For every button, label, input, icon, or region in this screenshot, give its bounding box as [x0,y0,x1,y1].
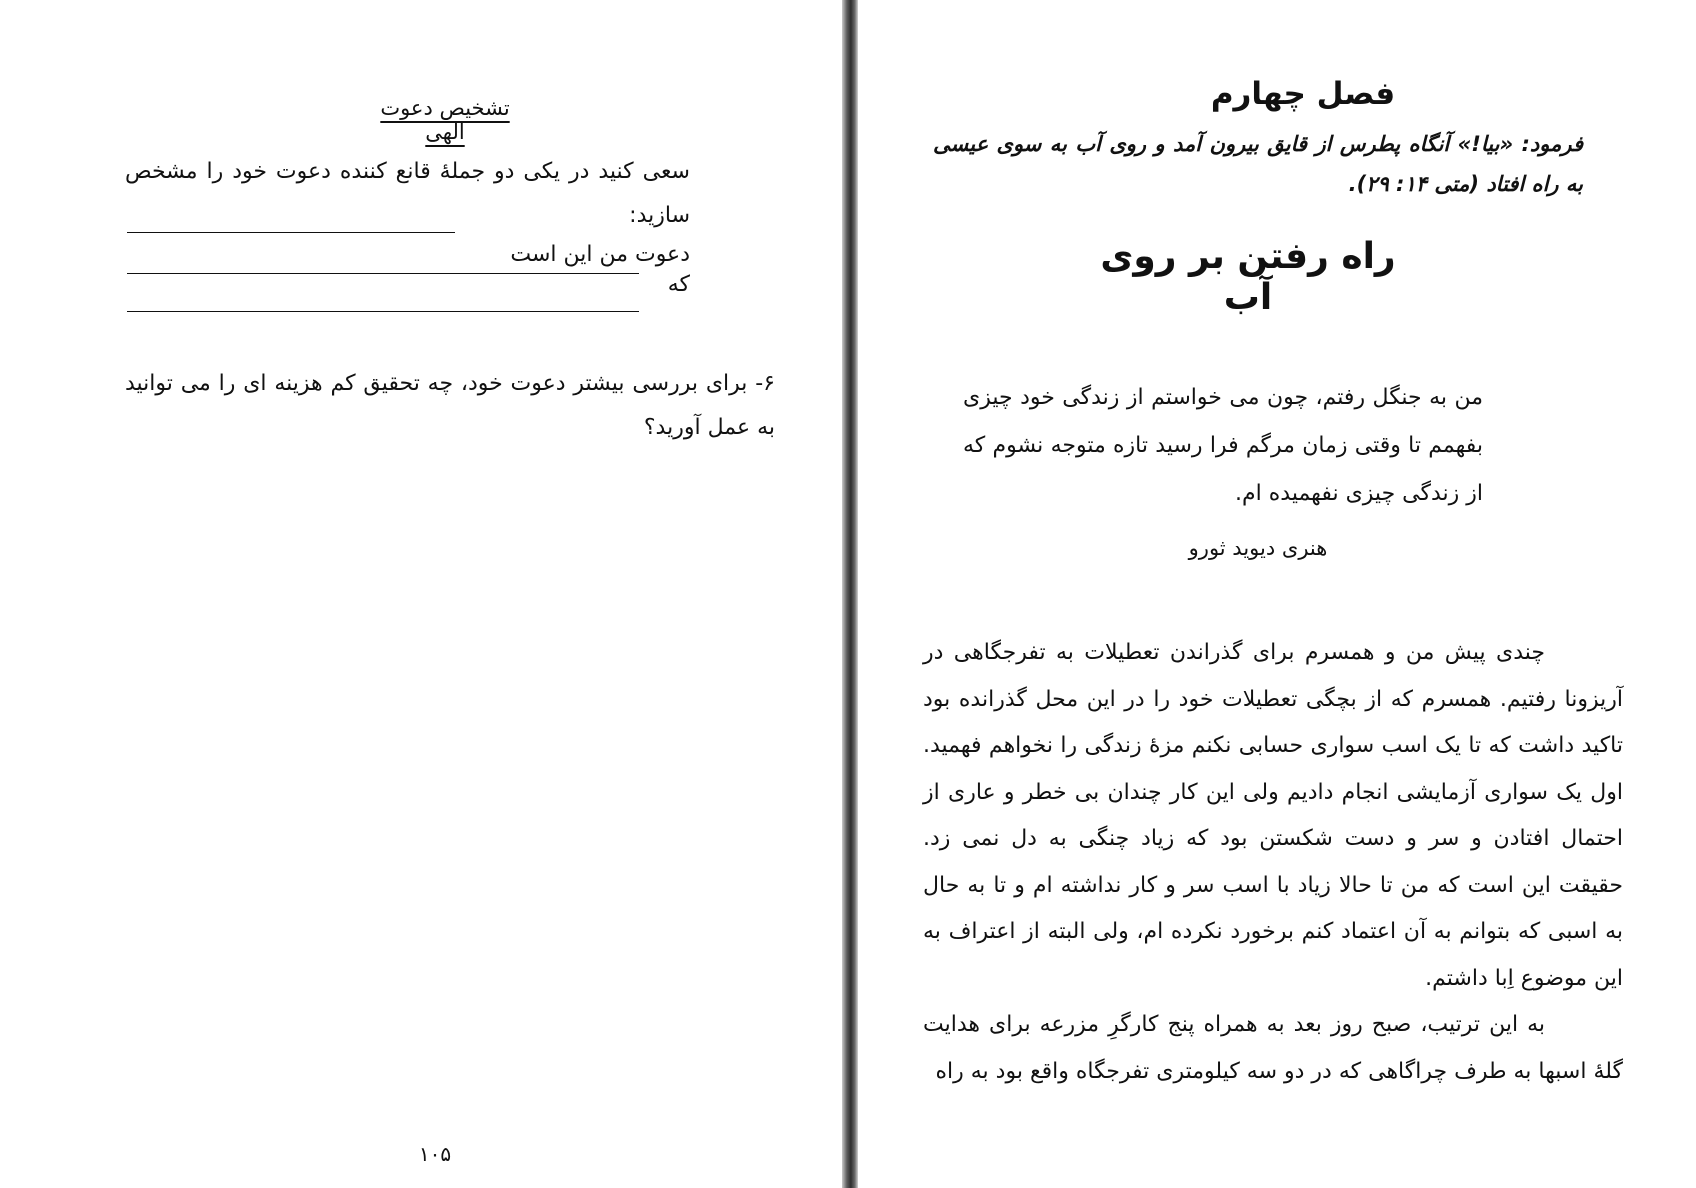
running-header: تشخیص دعوت الهی [380,96,510,144]
body-paragraph: به این ترتیب، صبح روز بعد به همراه پنج کارگرِ مزرعه برای هدایت گلۀ اسبها به طرف چراگاهی که در دو سه کیلومتری تفرجگاه واقع بود به راه [923,1012,1623,1084]
chapter-title: راه رفتن بر روی آب [1100,236,1396,318]
epigraph-author: هنری دیوید ثورو [1188,536,1328,560]
body-paragraph: چندی پیش من و همسرم برای گذراندن تعطیلات به تفرجگاهی در آریزونا رفتیم. همسرم که از بچگی تعطیلات خود را در این محل گذرانده بود تاکید داشت که تا یک اسب سواری حسابی نکنم مزۀ زندگی را نخواهم فهمید. اول یک سواری آزمایشی انجام دادیم ولی این کار چندان بی خطر و عاری از احتمال افتادن و سر و دست شکستن بود که زیاد چنگی به دل نمی زد. حقیقت این است که من تا حالا زیاد با اسب سر و کار نداشته ام و تا به حال به اسبی که بتوانم به آن اعتماد کنم برخورد نکرده ام، ولی البته از اعتراف به این موضوع اِبا داشتم. [923,640,1623,991]
page-number: ۱۰۵ [418,1142,452,1166]
exercise-question-6: ۶- برای بررسی بیشتر دعوت خود، چه تحقیق کم هزینه ای را می توانید به عمل آورید؟ [125,371,775,440]
answer-line-3[interactable] [127,311,639,312]
answer-line-2[interactable] [127,273,639,274]
left-page [0,0,842,1188]
epigraph: من به جنگل رفتم، چون می خواستم از زندگی خود چیزی بفهمم تا وقتی زمان مرگم فرا رسید تازه متوجه نشوم که از زندگی چیزی نفهمیده ام. [963,385,1483,506]
book-gutter [842,0,858,1188]
right-page [858,0,1696,1188]
fill-in-label: دعوت من این است که [510,242,690,297]
answer-line-1[interactable] [127,232,455,233]
chapter-heading: فصل چهارم [1210,76,1396,112]
exercise-instruction: سعی کنید در یکی دو جملۀ قانع کننده دعوت خود را مشخص سازید: [125,159,690,228]
body-text [923,630,1623,1095]
verse-quote: فرمود: «بیا!» آنگاه پطرس از قایق بیرون آمد و روی آب به سوی عیسی به راه افتاد (متی ۱۴: ۲۹). [933,132,1583,196]
